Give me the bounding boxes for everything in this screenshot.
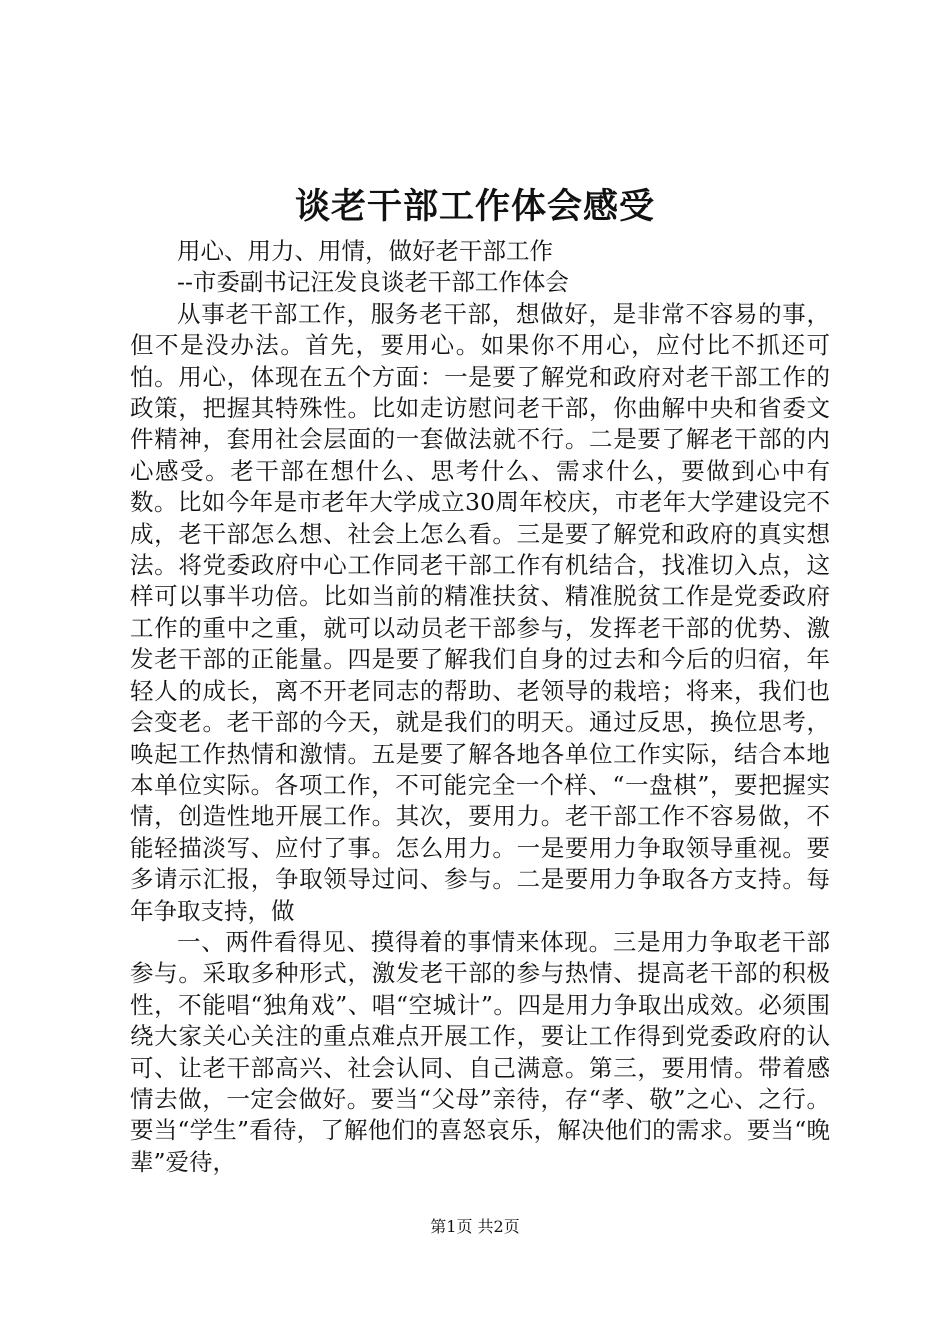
- subtitle-line: 用心、用力、用情，做好老干部工作: [177, 237, 553, 265]
- body-paragraph-1: 从事老干部工作，服务老干部，想做好，是非常不容易的事，但不是没办法。首先，要用心。如果你不用心，应付比不抓还可怕。用心，体现在五个方面：一是要了解党和政府对老干部工作的政策，把握其特殊性。比如走访慰问老干部，你曲解中央和省委文件精神，套用社会层面的一套做法就不行。二是要了解老干部的内心感受。老干部在想什么、思考什么、需求什么，要做到心中有数。比如今年是市老年大学成立30周年校庆，市老年大学建设完不成，老干部怎么想、社会上怎么看。三是要了解党和政府的真实想法。将党委政府中心工作同老干部工作有机结合，找准切入点，这样可以事半功倍。比如当前的精准扶贫、精准脱贫工作是党委政府工作的重中之重，就可以动员老干部参与，发挥老干部的优势、激发老干部的正能量。四是要了解我们自身的过去和今后的归宿，年轻人的成长，离不开老同志的帮助、老领导的栽培；将来，我们也会变老。老干部的今天，就是我们的明天。通过反思，换位思考，唤起工作热情和激情。五是要了解各地各单位工作实际，结合本地本单位实际。各项工作，不可能完全一个样、“一盘棋”，要把握实情，创造性地开展工作。其次，要用力。老干部工作不容易做，不能轻描淡写、应付了事。怎么用力。一是要用力争取领导重视。要多请示汇报，争取领导过问、参与。二是要用力争取各方支持。每年争取支持，做: [130, 299, 830, 925]
- body-paragraph-2: 一、两件看得见、摸得着的事情来体现。三是用力争取老干部参与。采取多种形式，激发老干部的参与热情、提高老干部的积极性，不能唱“独角戏”、唱“空城计”。四是用力争取出成效。必须围绕大家关心关注的重点难点开展工作，要让工作得到党委政府的认可、让老干部高兴、社会认同、自己满意。第三，要用情。带着感情去做，一定会做好。要当“父母”亲待，存“孝、敬”之心、之行。要当“学生”看待，了解他们的喜怒哀乐，解决他们的需求。要当“晚辈”爱待，: [130, 927, 830, 1176]
- byline: --市委副书记汪发良谈老干部工作体会: [177, 268, 569, 297]
- document-title: 谈老干部工作体会感受: [294, 186, 655, 227]
- document-body: [130, 236, 830, 1178]
- page-number-footer: 第1页 共2页: [430, 1217, 520, 1236]
